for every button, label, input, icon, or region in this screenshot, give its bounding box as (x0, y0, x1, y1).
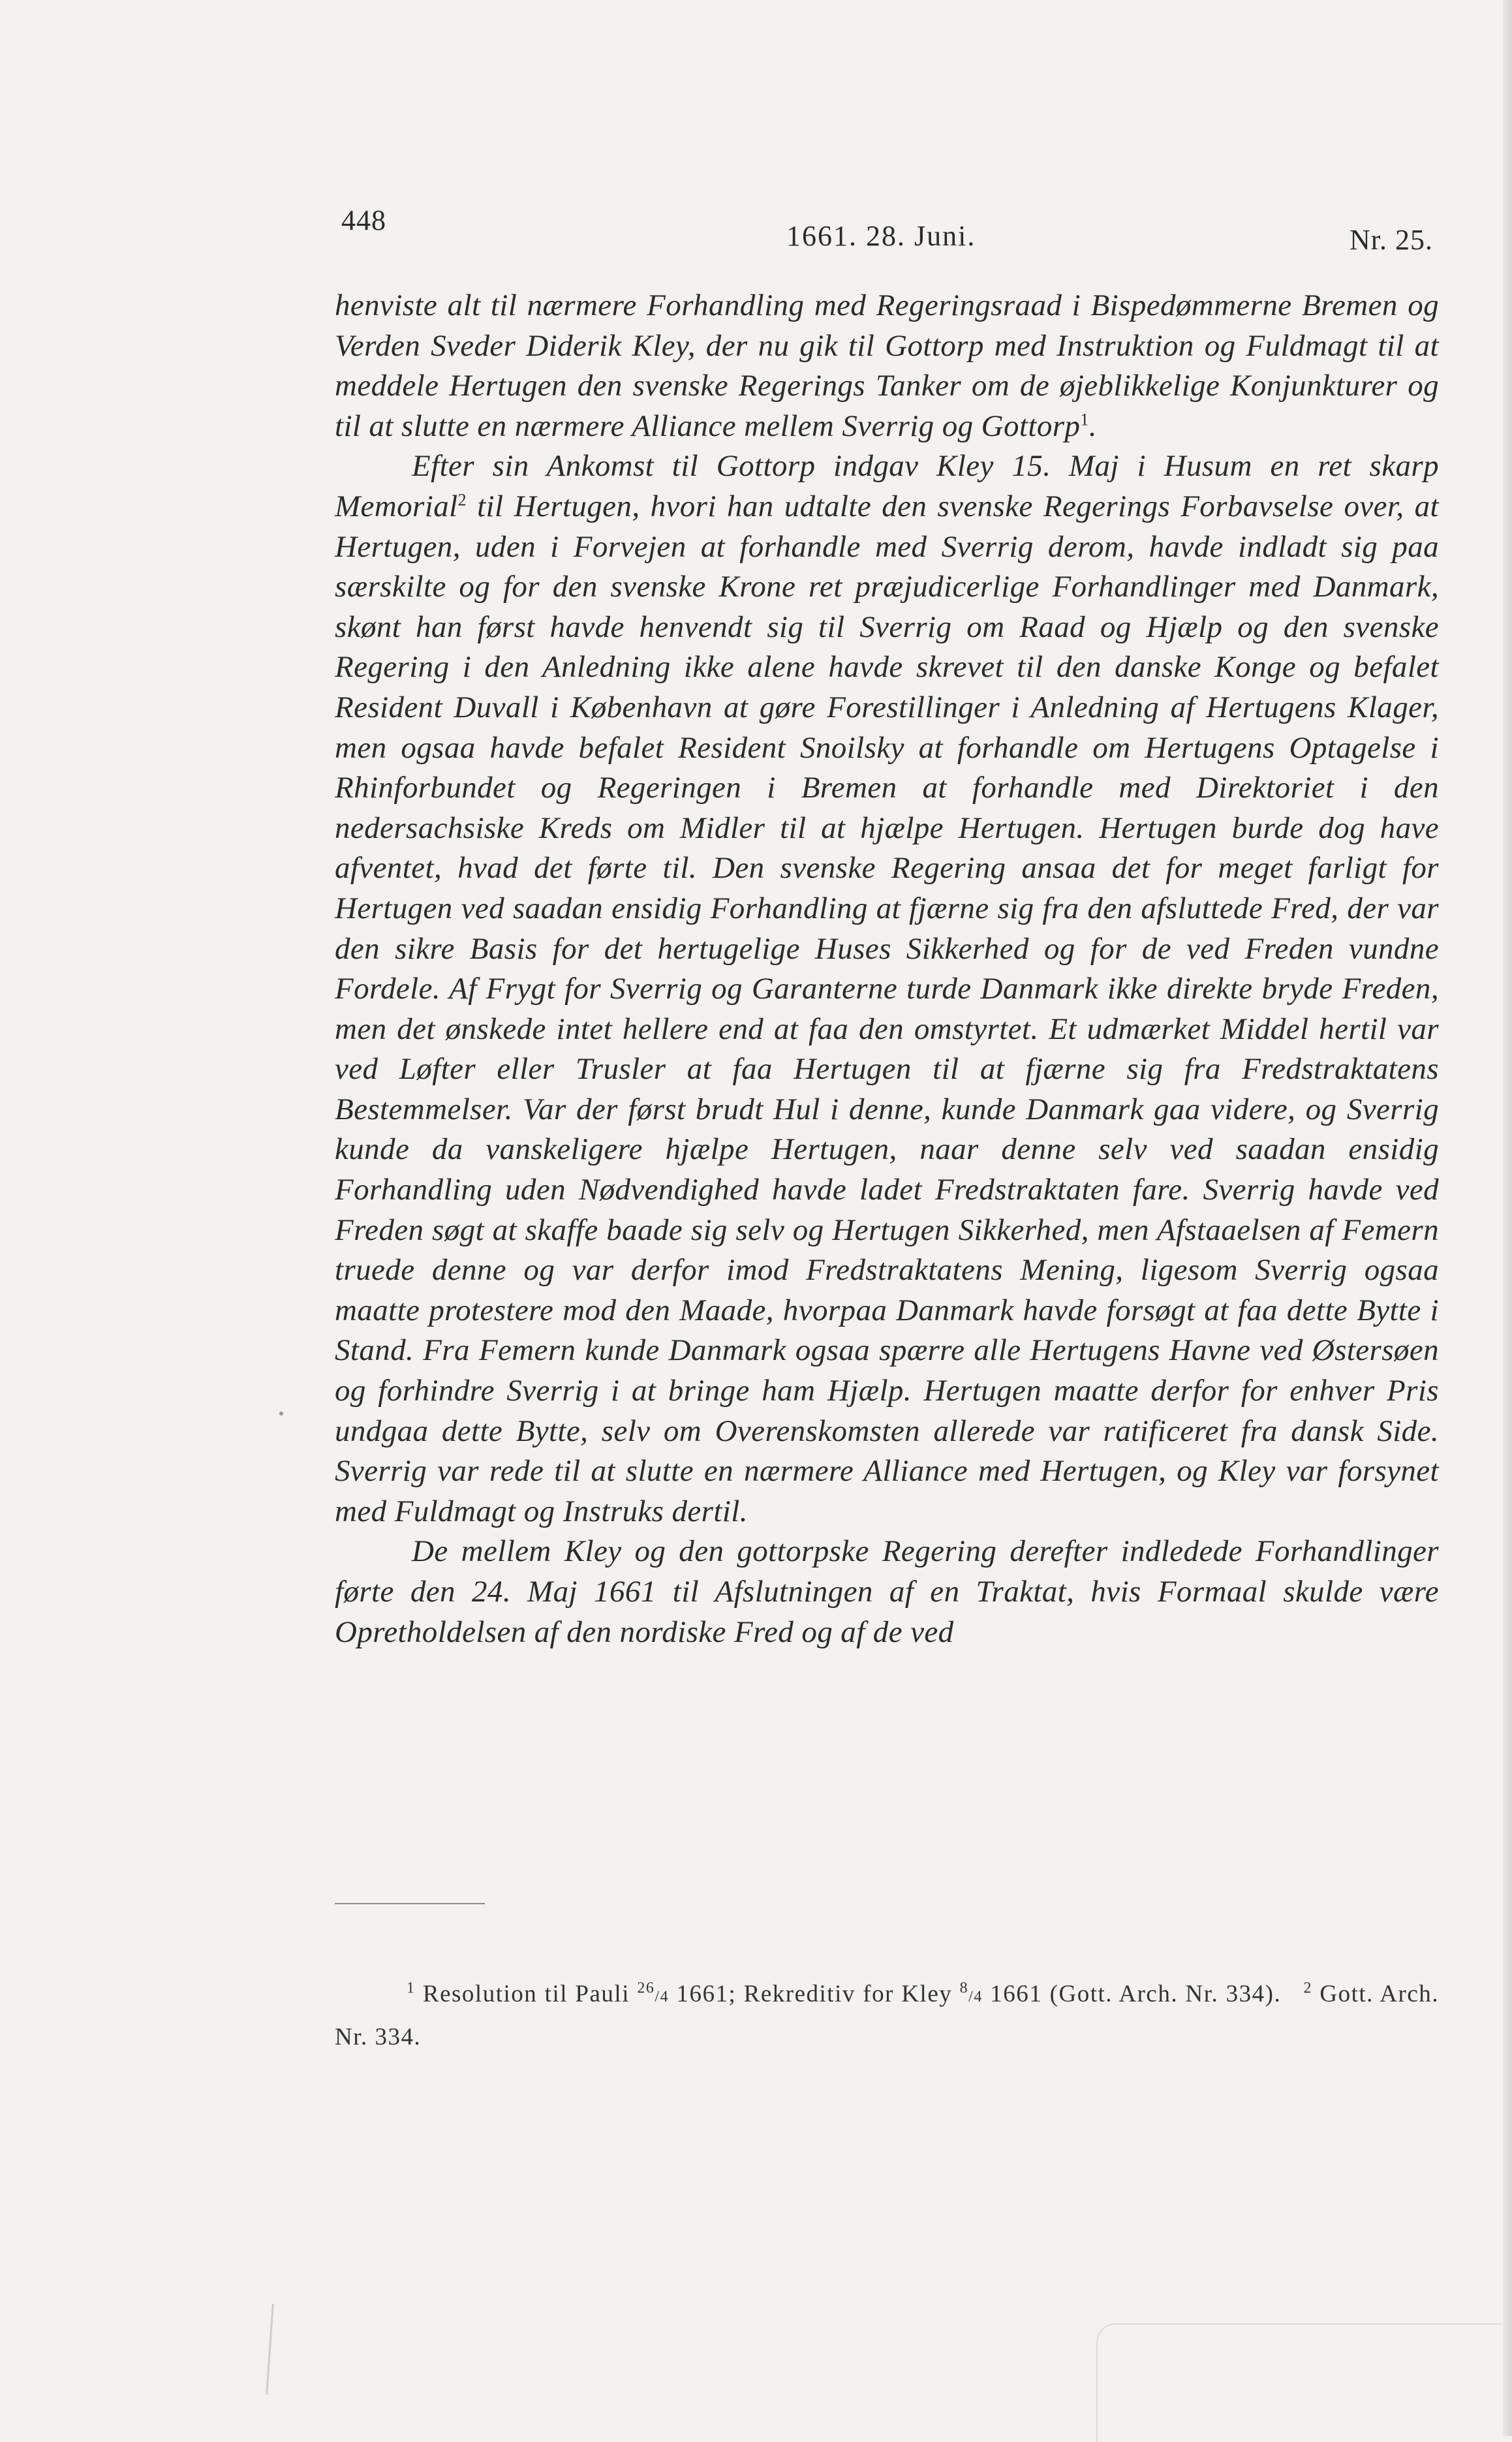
stray-ink-mark (279, 1412, 283, 1415)
running-header (0, 196, 1512, 255)
paragraph-2-text-b: til Hertugen, hvori han udtalte den svenske Regerings Forbavselse over, at Hertugen, uden i Forvejen at forhandle med Sverrig derom, havde indladt sig paa særskilte og for den svenske Krone ret præjudicerlige Forhandlinger med Danmark, skønt han først havde henvendt sig til Sverrig om Raad og Hjælp og den svenske Regering i den Anledning ikke alene havde skrevet til den danske Konge og befalet Resident Duvall i København at gøre Forestillinger i Anledning af Hertugens Klager, men ogsaa havde befalet Resident Snoilsky at forhandle om Hertugens Optagelse i Rhinforbundet og Regeringen i Bremen at forhandle med Direktoriet i den nedersachsiske Kreds om Midler til at hjælpe Hertugen. Hertugen burde dog have afventet, hvad det førte til. Den svenske Regering ansaa det for meget farligt for Hertugen ved saadan ensidig Forhandling at fjærne sig fra den afsluttede Fred, der var den sikre Basis for det hertugelige Huses Sikkerhed og for de ved Freden vundne Fordele. Af Frygt for Sverrig og Garanterne turde Danmark ikke direkte bryde Freden, men det ønskede intet hellere end at faa den omstyrtet. Et udmærket Middel hertil var ved Løfter eller Trusler at faa Hertugen til at fjærne sig fra Fredstraktatens Bestemmelser. Var der først brudt Hul i denne, kunde Danmark gaa videre, og Sverrig kunde da vanskeligere hjælpe Hertugen, naar denne selv ved saadan ensidig Forhandling uden Nødvendighed havde ladet Fredstraktaten fare. Sverrig havde ved Freden søgt at skaffe baade sig selv og Hertugen Sikkerhed, men Afstaaelsen af Femern truede denne og var derfor imod Fredstraktatens Mening, ligesom Sverrig ogsaa maatte protestere mod den Maade, hvorpaa Danmark havde forsøgt at faa dette Bytte i Stand. Fra Femern kunde Danmark ogsaa spærre alle Hertugens Havne ved Østersøen og forhindre Sverrig i at bringe ham Hjælp. Hertugen maatte derfor for enhver Pris undgaa dette Bytte, selv om Overenskomsten allerede var ratificeret fra dansk Side. Sverrig var rede til at slutte en nærmere Alliance med Hertugen, og Kley var forsynet med Fuldmagt og Instruks dertil. (335, 489, 1439, 1528)
paragraph-1-text: henviste alt til nærmere Forhandling med Regeringsraad i Bispedømmerne Bremen og Verden Sveder Diderik Kley, der nu gik til Gottorp med Instruktion og Fuldmagt til at meddele Hertugen den svenske Regerings Tanker om de øjeblikkelige Konjunkturer og til at slutte en nærmere Alliance mellem Sverrig og Gottorp (335, 288, 1439, 443)
page-number: 448 (341, 204, 386, 236)
paragraph-3-text: De mellem Kley og den gottorpske Regering derefter indledede Forhandlinger førte den 24. Maj 1661 til Afslutningen af en Traktat, hvis Formaal skulde være Opretholdelsen af den nordiske Fred og af de ved (335, 1534, 1439, 1649)
fraction-1-numerator: 26 (637, 1979, 655, 1997)
fraction-2-denominator: 4 (974, 1988, 983, 2005)
body-text (335, 286, 1439, 1652)
fraction-1-denominator: 4 (660, 1988, 670, 2005)
footnote-2-text: Gott. Arch. Nr. 334. (335, 1981, 1439, 2050)
document-number: Nr. 25. (1350, 224, 1433, 256)
footnote-1-text-c: 1661 (Gott. Arch. Nr. 334). (982, 1981, 1282, 2007)
paragraph-1-tail: . (1088, 409, 1097, 443)
paragraph-2-text-a: Efter sin Ankomst til Gottorp indgav Kley 15. Maj i Husum en ret skarp Memorial (335, 449, 1439, 523)
footnote-divider (335, 1903, 485, 1904)
footnote-1: $^1$ Resolution til Pauli $^{26}$/4 1661; Rekreditiv for Kley $^8$/4 1661 (Gott. Arch. Nr. 334). $^2$ Gott. Arch. Nr. 334. (335, 1979, 1439, 2050)
footnotes (335, 1974, 1439, 2058)
paragraph-2 (335, 446, 1439, 1532)
footnote-ref-2: 2 (457, 490, 467, 510)
fraction-2-numerator: 8 (959, 1979, 969, 1997)
page-fold-mark (1096, 2323, 1502, 2442)
footnote-2-mark: 2 (1303, 1979, 1312, 1997)
footnote-1-text-b: 1661; Rekreditiv for Kley (669, 1981, 960, 2007)
footnote-1-mark: 1 (407, 1979, 416, 1997)
page-edge (1503, 0, 1512, 2436)
footnote-1-text-a: Resolution til Pauli (415, 1981, 638, 2007)
running-date: 1661. 28. Juni. (786, 220, 976, 252)
paragraph-3 (335, 1532, 1439, 1652)
stray-pencil-line (266, 2304, 274, 2395)
footnote-ref-1: 1 (1080, 410, 1089, 429)
paragraph-1 (335, 286, 1439, 446)
